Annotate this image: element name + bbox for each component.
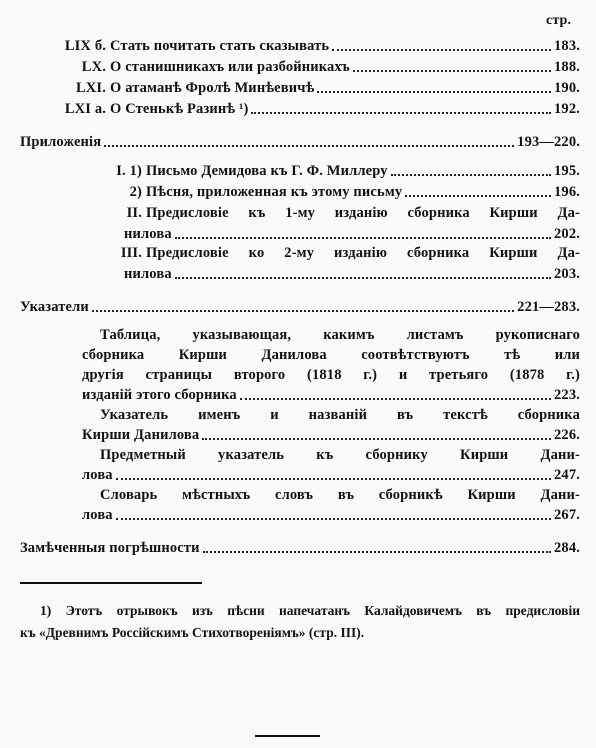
toc-entry[interactable] bbox=[82, 506, 580, 524]
entry-number: LIX б. bbox=[64, 38, 106, 54]
entry-title-cont: Кирши Данилова bbox=[82, 427, 200, 443]
entry-number: II. bbox=[126, 205, 142, 221]
page-number: 267. bbox=[554, 507, 580, 523]
toc-entry[interactable] bbox=[82, 386, 580, 404]
entry-number: LX. bbox=[81, 59, 106, 75]
dot-leader bbox=[116, 478, 551, 480]
entry-title-line: Указатель именъ и названій въ текстѣ сборника bbox=[100, 407, 580, 423]
entry-number: LXI а. bbox=[64, 101, 106, 117]
page-range: 193—220. bbox=[517, 134, 580, 150]
footnote-separator bbox=[20, 582, 202, 584]
dot-leader bbox=[353, 70, 551, 72]
toc-entry[interactable] bbox=[146, 162, 580, 180]
footnote-line: къ «Древнимъ Россійскимъ Стихотвореніямъ» (стр. III). bbox=[20, 625, 365, 640]
footnote-line: 1) Этотъ отрывокъ изъ пѣсни напечатанъ Калайдовичемъ въ предисловіи bbox=[40, 603, 580, 618]
dot-leader bbox=[203, 551, 551, 553]
dot-leader bbox=[104, 145, 514, 147]
entry-number: LXI. bbox=[75, 80, 106, 96]
page-number: 284. bbox=[554, 540, 580, 556]
dot-leader bbox=[405, 195, 551, 197]
entry-number: III. bbox=[120, 245, 142, 261]
entry-title: Стать почитать стать сказывать bbox=[110, 38, 330, 54]
dot-leader bbox=[240, 398, 551, 400]
section-title: Указатели bbox=[20, 299, 89, 315]
dot-leader bbox=[251, 112, 551, 114]
entry-title: Пѣсня, приложенная къ этому письму bbox=[146, 184, 403, 200]
page-number: 195. bbox=[554, 163, 580, 179]
section-title: Приложенія bbox=[20, 134, 102, 150]
dot-leader bbox=[92, 310, 514, 312]
dot-leader bbox=[317, 91, 551, 93]
toc-entry[interactable] bbox=[110, 100, 580, 118]
page-number: 203. bbox=[554, 266, 580, 282]
section-title: Замѣченныя погрѣшности bbox=[20, 540, 200, 556]
entry-number: I. 1) bbox=[116, 163, 142, 179]
entry-title: О атаманѣ Фролѣ Минѣевичѣ bbox=[110, 80, 315, 96]
page-number: 192. bbox=[554, 101, 580, 117]
entry-title-line: сборника Кирши Данилова соотвѣтствуютъ тѣ или bbox=[82, 347, 580, 363]
toc-entry[interactable] bbox=[124, 265, 580, 283]
entry-title-line: Предисловіе ко 2-му изданію сборника Кирши Да- bbox=[146, 245, 580, 261]
entry-title-cont: лова bbox=[82, 467, 113, 483]
toc-entry[interactable] bbox=[110, 58, 580, 76]
toc-entry[interactable] bbox=[110, 79, 580, 97]
toc-entry[interactable] bbox=[82, 426, 580, 444]
dot-leader bbox=[391, 174, 551, 176]
dot-leader bbox=[202, 438, 551, 440]
entry-title-cont: лова bbox=[82, 507, 113, 523]
dot-leader bbox=[175, 277, 551, 279]
toc-section-errata[interactable] bbox=[20, 539, 580, 557]
entry-title-cont: нилова bbox=[124, 266, 172, 282]
dot-leader bbox=[116, 518, 551, 520]
entry-title-line: Предисловіе къ 1-му изданію сборника Кирши Да- bbox=[146, 205, 580, 221]
page-column-header: стр. bbox=[546, 13, 572, 28]
page-number: 188. bbox=[554, 59, 580, 75]
entry-title-line: Словарь мѣстныхъ словъ въ сборникѣ Кирши Дани- bbox=[100, 487, 580, 503]
entry-title-line: Предметный указатель къ сборнику Кирши Дани- bbox=[100, 447, 580, 463]
toc-entry[interactable] bbox=[110, 37, 580, 55]
page-number: 196. bbox=[554, 184, 580, 200]
toc-entry[interactable] bbox=[146, 183, 580, 201]
page-number: 247. bbox=[554, 467, 580, 483]
toc-section-indexes[interactable] bbox=[20, 298, 580, 316]
page-range: 221—283. bbox=[517, 299, 580, 315]
toc-section-appendix[interactable] bbox=[20, 133, 580, 151]
entry-title: Письмо Демидова къ Г. Ф. Миллеру bbox=[146, 163, 388, 179]
entry-title-line: другія страницы второго (1818 г.) и третьяго (1878 г.) bbox=[82, 367, 580, 383]
dot-leader bbox=[332, 49, 551, 51]
page-number: 223. bbox=[554, 387, 580, 403]
page-number: 190. bbox=[554, 80, 580, 96]
entry-title: О Стенькѣ Разинѣ ¹) bbox=[110, 101, 249, 117]
bottom-rule bbox=[255, 735, 320, 737]
toc-entry[interactable] bbox=[124, 225, 580, 243]
entry-title: О станишникахъ или разбойникахъ bbox=[110, 59, 350, 75]
dot-leader bbox=[175, 237, 551, 239]
entry-title-cont: изданій этого сборника bbox=[82, 387, 237, 403]
entry-title-line: Таблица, указывающая, какимъ листамъ рукописнаго bbox=[100, 327, 580, 343]
entry-number: 2) bbox=[129, 184, 142, 200]
page-number: 202. bbox=[554, 226, 580, 242]
page-number: 226. bbox=[554, 427, 580, 443]
entry-title-cont: нилова bbox=[124, 226, 172, 242]
page-number: 183. bbox=[554, 38, 580, 54]
toc-entry[interactable] bbox=[82, 466, 580, 484]
